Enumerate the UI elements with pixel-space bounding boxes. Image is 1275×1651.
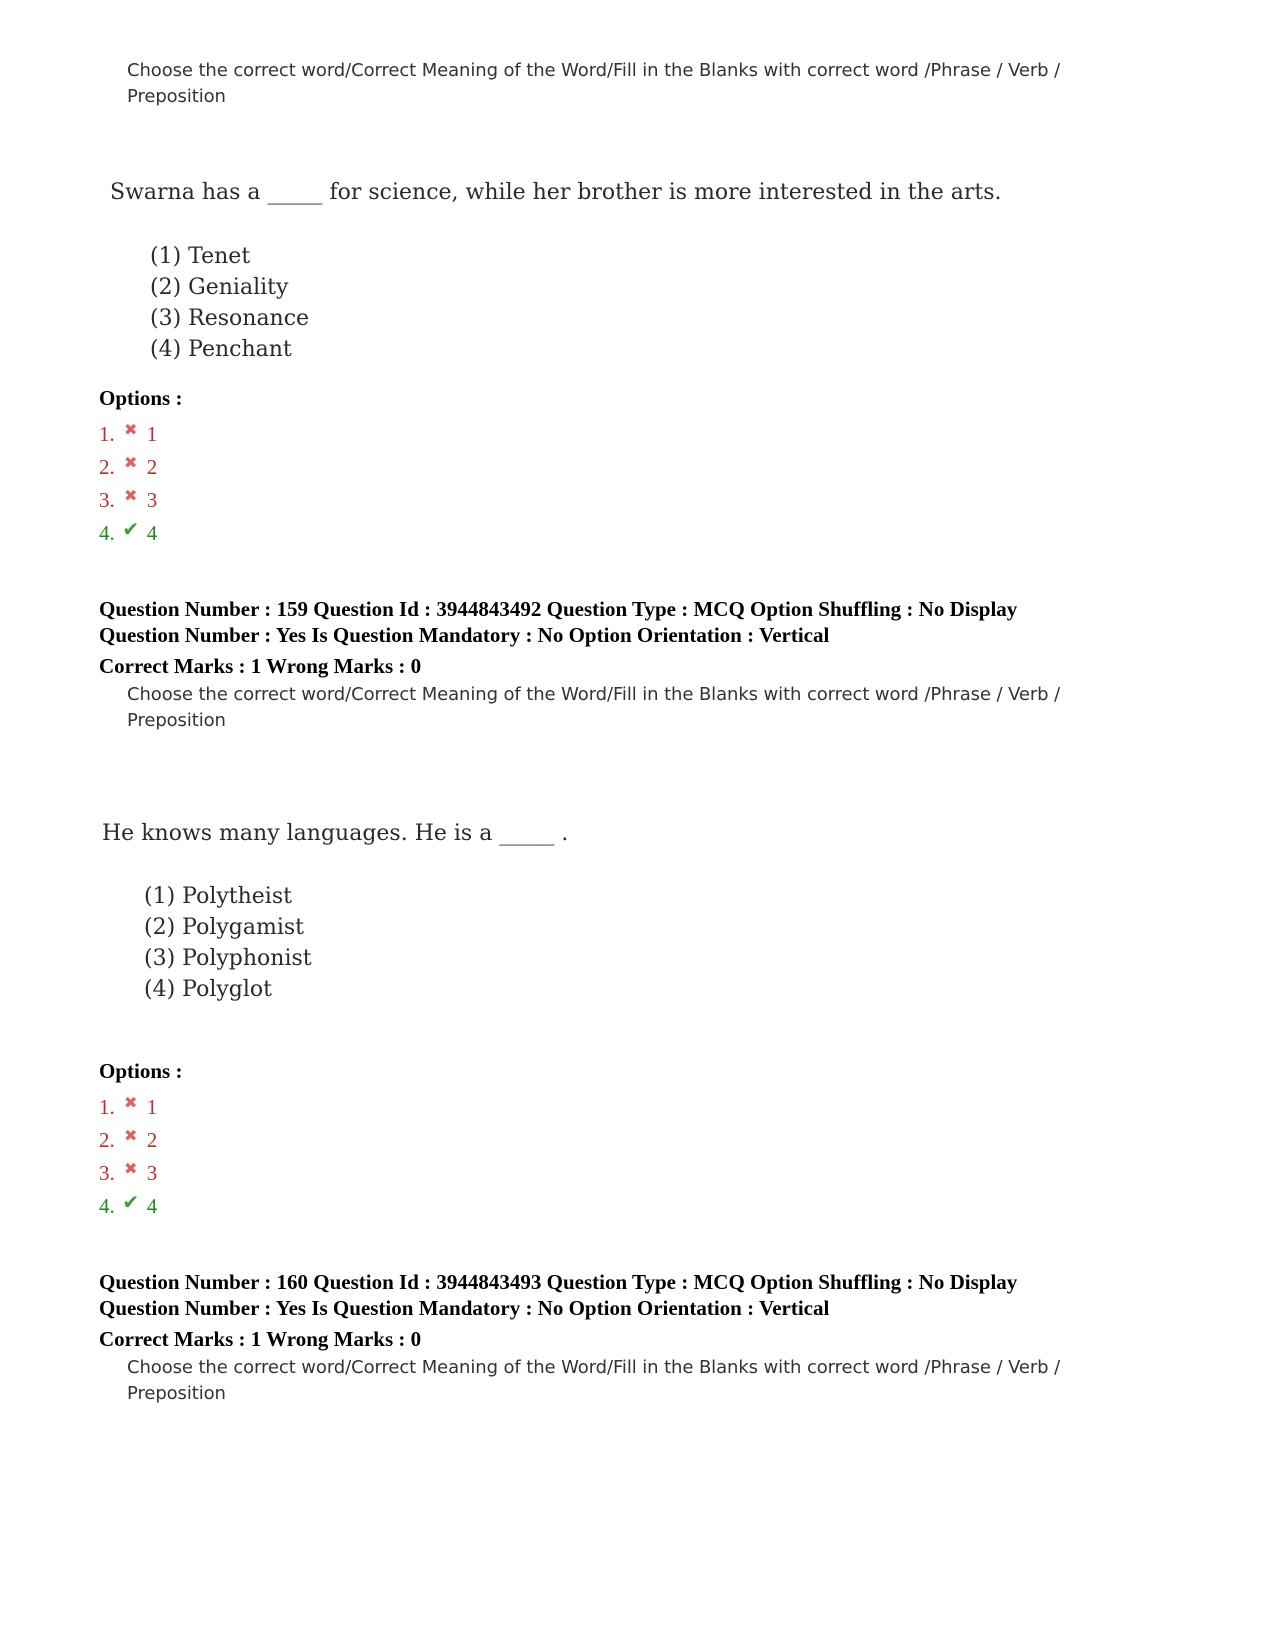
option-value: 4	[146, 1194, 158, 1218]
option-value: 2	[146, 1128, 158, 1152]
choice-item: (1) Tenet	[150, 244, 251, 269]
cross-mark-icon: ✖	[124, 1128, 138, 1145]
option-value: 3	[146, 1161, 158, 1185]
option-row	[99, 517, 157, 550]
choice-item: (3) Polyphonist	[144, 946, 312, 971]
option-number: 2.	[99, 455, 115, 479]
question-meta	[99, 1269, 1017, 1321]
options-list	[99, 418, 157, 550]
marks-line: Correct Marks : 1 Wrong Marks : 0	[99, 654, 422, 678]
choice-item: (2) Geniality	[150, 275, 289, 300]
option-number: 4.	[99, 1194, 115, 1218]
option-value: 4	[146, 521, 158, 545]
instruction-line-2: Preposition	[127, 1383, 226, 1404]
instruction-line-2: Preposition	[127, 710, 226, 731]
cross-mark-icon: ✖	[124, 422, 138, 439]
question-meta	[99, 596, 1017, 648]
option-value: 2	[146, 455, 158, 479]
options-heading: Options :	[99, 386, 183, 410]
option-value: 1	[146, 1095, 158, 1119]
cross-mark-icon: ✖	[124, 488, 138, 505]
choice-item: (1) Polytheist	[144, 884, 292, 909]
option-row	[99, 1190, 157, 1223]
meta-line-1: Question Number : 159 Question Id : 3944843492 Question Type : MCQ Option Shuffling : No Display	[99, 597, 1018, 621]
cross-mark-icon: ✖	[124, 1161, 138, 1178]
option-number: 3.	[99, 1161, 115, 1185]
options-list	[99, 1091, 157, 1223]
option-number: 1.	[99, 1095, 115, 1119]
option-row	[99, 1157, 157, 1190]
meta-line-1: Question Number : 160 Question Id : 3944843493 Question Type : MCQ Option Shuffling : No Display	[99, 1270, 1018, 1294]
instruction-line-1: Choose the correct word/Correct Meaning of the Word/Fill in the Blanks with correct word /Phrase / Verb /	[127, 60, 1061, 81]
option-value: 3	[146, 488, 158, 512]
instruction-text	[127, 1355, 1060, 1407]
choice-item: (2) Polygamist	[144, 915, 305, 940]
check-mark-icon: ✔	[122, 1192, 140, 1214]
option-number: 3.	[99, 488, 115, 512]
option-number: 1.	[99, 422, 115, 446]
option-row	[99, 484, 157, 517]
option-number: 4.	[99, 521, 115, 545]
marks-line: Correct Marks : 1 Wrong Marks : 0	[99, 1327, 422, 1351]
check-mark-icon: ✔	[122, 519, 140, 541]
option-number: 2.	[99, 1128, 115, 1152]
choice-list	[144, 881, 312, 1005]
choice-item: (4) Penchant	[150, 337, 292, 362]
cross-mark-icon: ✖	[124, 1095, 138, 1112]
meta-line-2: Question Number : Yes Is Question Mandatory : No Option Orientation : Vertical	[99, 623, 830, 647]
instruction-text	[127, 682, 1060, 734]
instruction-line-1: Choose the correct word/Correct Meaning of the Word/Fill in the Blanks with correct word /Phrase / Verb /	[127, 684, 1061, 705]
options-heading: Options :	[99, 1059, 183, 1083]
cross-mark-icon: ✖	[124, 455, 138, 472]
instruction-line-1: Choose the correct word/Correct Meaning of the Word/Fill in the Blanks with correct word /Phrase / Verb /	[127, 1357, 1061, 1378]
choice-item: (4) Polyglot	[144, 977, 272, 1002]
meta-line-2: Question Number : Yes Is Question Mandatory : No Option Orientation : Vertical	[99, 1296, 830, 1320]
option-value: 1	[146, 422, 158, 446]
instruction-text	[127, 58, 1060, 110]
instruction-line-2: Preposition	[127, 86, 226, 107]
choice-item: (3) Resonance	[150, 306, 310, 331]
question-text: Swarna has a _____ for science, while her brother is more interested in the arts.	[110, 180, 1002, 205]
question-text: He knows many languages. He is a _____ .	[102, 821, 569, 846]
choice-list	[150, 241, 309, 365]
